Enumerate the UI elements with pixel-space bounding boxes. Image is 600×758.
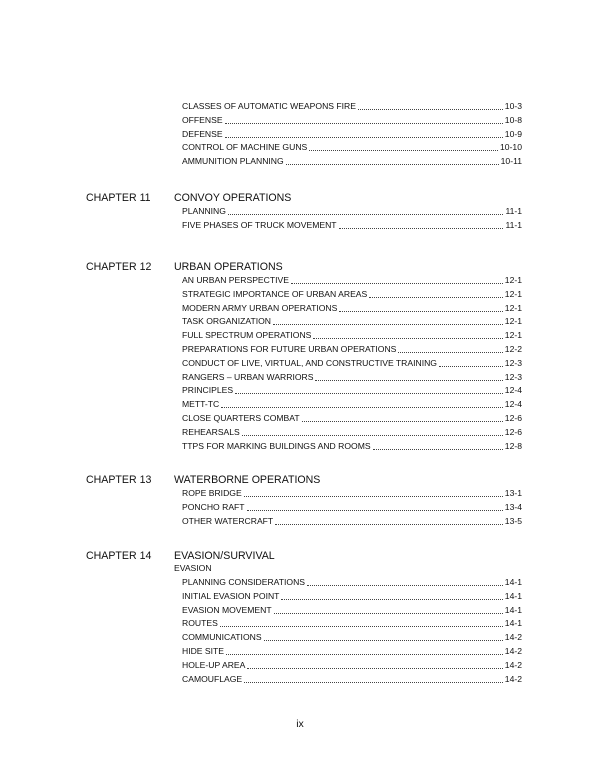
toc-entry-page: 12-3 [504,371,522,382]
toc-entry-page: 14-2 [504,659,522,670]
dot-leader [398,352,502,353]
toc-entry[interactable] [182,396,522,410]
toc-entry[interactable] [182,286,522,300]
toc-entry[interactable] [182,369,522,383]
toc-entry-label: INITIAL EVASION POINT [182,590,280,601]
dot-leader [273,324,503,325]
dot-leader [275,524,503,525]
dot-leader [220,626,503,627]
toc-entry-page: 14-2 [504,673,522,684]
dot-leader [242,435,503,436]
dot-leader [369,297,503,298]
chapter-label: CHAPTER 11 [86,192,151,204]
dot-leader [247,668,502,669]
chapter-label: CHAPTER 13 [86,474,152,486]
toc-entry[interactable] [182,671,522,685]
toc-entry[interactable] [182,341,522,355]
chapter-title[interactable]: CONVOY OPERATIONS [174,192,292,204]
dot-leader [221,407,503,408]
toc-entry[interactable] [182,485,522,499]
toc-entry-page: 14-1 [504,618,522,629]
toc-entry[interactable] [182,272,522,286]
toc-entry-label: METT-TC [182,399,220,410]
toc-entry[interactable] [182,643,522,657]
toc-entry-page: 12-4 [504,385,522,396]
toc-entry[interactable] [182,615,522,629]
toc-entry[interactable] [182,112,522,126]
toc-entry-label: MODERN ARMY URBAN OPERATIONS [182,302,338,313]
dot-leader [244,682,503,683]
toc-entry-page: 10-11 [500,156,522,167]
toc-entry-page: 12-1 [504,316,522,327]
toc-entry[interactable] [182,410,522,424]
toc-entry-page: 10-10 [500,142,522,153]
toc-entry[interactable] [182,499,522,513]
toc-entry-page: 13-1 [504,488,522,498]
toc-entry-label: CONTROL OF MACHINE GUNS [182,142,308,153]
toc-entry-label: COMMUNICATIONS [182,632,262,643]
toc-entry-label: CONDUCT OF LIVE, VIRTUAL, AND CONSTRUCTIVE TRAINING [182,357,437,368]
dot-leader [373,449,503,450]
toc-entry-label: AN URBAN PERSPECTIVE [182,275,289,285]
dot-leader [235,393,503,394]
dot-leader [244,496,503,497]
toc-entry-label: HIDE SITE [182,646,225,656]
toc-entry-label: TTPS FOR MARKING BUILDINGS AND ROOMS [182,440,371,451]
toc-entry-label: EVASION MOVEMENT [182,604,272,615]
section-subheading: EVASION [174,563,212,573]
toc-entry[interactable] [182,355,522,369]
toc-entry[interactable] [182,153,522,167]
dot-leader [281,599,502,600]
toc-entry-page: 12-8 [504,440,522,451]
toc-entry[interactable] [182,629,522,643]
dot-leader [307,585,503,586]
toc-entry[interactable] [182,382,522,396]
toc-entry[interactable] [182,513,522,527]
toc-entry-page: 12-1 [504,330,522,341]
toc-entry-label: AMMUNITION PLANNING [182,156,284,167]
toc-entry-label: PONCHO RAFT [182,501,245,512]
toc-entry-page: 14-2 [504,632,522,643]
toc-entry-page: 14-1 [504,577,522,587]
page-number: ix [296,718,304,730]
toc-entry[interactable] [182,438,522,452]
toc-entry-page: 10-9 [504,128,522,139]
toc-entry-page: 12-3 [504,357,522,368]
toc-entry-label: PLANNING CONSIDERATIONS [182,577,306,587]
toc-entry-label: OFFENSE [182,114,223,125]
toc-entry-page: 11-1 [505,219,522,230]
toc-entry-page: 12-4 [504,399,522,410]
toc-entry-page: 12-1 [504,288,522,299]
toc-entry[interactable] [182,588,522,602]
toc-entry[interactable] [182,126,522,140]
toc-entry-page: 13-4 [504,501,522,512]
toc-entry[interactable] [182,424,522,438]
toc-entry-page: 12-1 [504,275,522,285]
toc-entry-label: ROPE BRIDGE [182,488,242,498]
chapter-label: CHAPTER 14 [86,550,152,562]
toc-entry-label: OTHER WATERCRAFT [182,515,274,526]
toc-entry-label: HOLE-UP AREA [182,659,246,670]
toc-entry-page: 12-6 [504,413,522,423]
dot-leader [291,283,503,284]
dot-leader [358,109,503,110]
dot-leader [225,137,503,138]
toc-entry-page: 12-2 [504,344,522,354]
toc-entry-label: STRATEGIC IMPORTANCE OF URBAN AREAS [182,288,368,299]
dot-leader [247,510,503,511]
toc-entry-page: 10-8 [504,114,522,125]
toc-entry-label: CLASSES OF AUTOMATIC WEAPONS FIRE [182,101,356,111]
dot-leader [309,150,498,151]
toc-entry-label: REHEARSALS [182,426,240,437]
toc-entry-label: PREPARATIONS FOR FUTURE URBAN OPERATIONS [182,344,397,354]
toc-entry-page: 12-1 [504,302,522,313]
toc-entry-page: 14-1 [504,590,522,601]
toc-entry-label: FIVE PHASES OF TRUCK MOVEMENT [182,219,337,230]
dot-leader [274,613,503,614]
toc-entry-page: 13-5 [504,515,522,526]
toc-entry-label: CLOSE QUARTERS COMBAT [182,413,300,423]
toc-entry-page: 11-1 [505,206,522,216]
toc-entry-label: CAMOUFLAGE [182,673,243,684]
toc-entry-label: PRINCIPLES [182,385,234,396]
dot-leader [439,366,503,367]
toc-entry-label: FULL SPECTRUM OPERATIONS [182,330,312,341]
toc-entry-page: 14-2 [504,646,522,656]
dot-leader [226,654,503,655]
toc-entry[interactable] [182,98,522,112]
toc-entry-page: 10-3 [504,101,522,111]
dot-leader [339,311,502,312]
toc-entry-page: 14-1 [504,604,522,615]
dot-leader [286,164,499,165]
toc-entry[interactable] [182,602,522,616]
toc-entry-label: DEFENSE [182,128,223,139]
dot-leader [315,380,502,381]
toc-entry[interactable] [182,657,522,671]
toc-entry[interactable] [182,217,522,231]
chapter-title[interactable]: EVASION/SURVIVAL [174,550,275,562]
toc-entry-label: RANGERS – URBAN WARRIORS [182,371,314,382]
toc-entry-page: 12-6 [504,426,522,437]
dot-leader [313,338,502,339]
toc-entry[interactable] [182,300,522,314]
dot-leader [302,421,503,422]
dot-leader [228,214,504,215]
chapter-label: CHAPTER 12 [86,261,152,273]
toc-entry-label: ROUTES [182,618,218,629]
dot-leader [264,640,503,641]
toc-entry[interactable] [182,327,522,341]
toc-entry[interactable] [182,574,522,588]
toc-entry[interactable] [182,313,522,327]
dot-leader [225,123,503,124]
toc-entry-label: PLANNING [182,206,226,216]
chapter-title[interactable]: URBAN OPERATIONS [174,261,283,273]
chapter-title[interactable]: WATERBORNE OPERATIONS [174,474,321,486]
dot-leader [339,228,504,229]
toc-entry-label: TASK ORGANIZATION [182,316,271,327]
toc-entry[interactable] [182,139,522,153]
toc-entry[interactable] [182,203,522,217]
